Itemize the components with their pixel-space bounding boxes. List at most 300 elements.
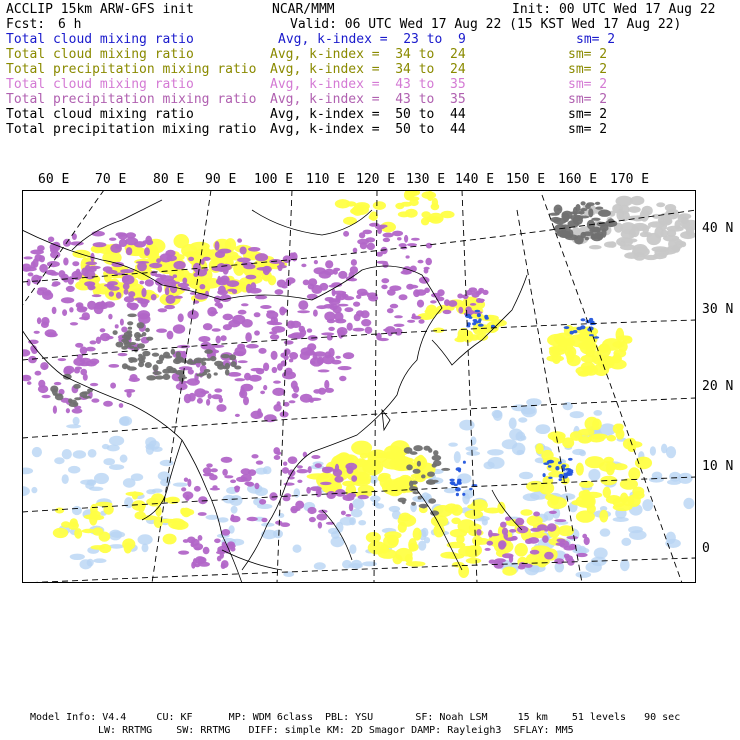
cloud-gray (426, 479, 436, 484)
cloud-lightblue (68, 466, 80, 474)
cloud-lightblue (138, 534, 153, 545)
cloud-purple (335, 356, 340, 359)
forecast-hours: 6 h (58, 17, 82, 32)
lon-label-5: 110 E (306, 172, 346, 187)
cloud-gray (146, 337, 153, 341)
cloud-blue (564, 326, 570, 329)
cloud-yellow (422, 191, 437, 199)
cloud-lightblue (229, 495, 242, 506)
cloud-purple (283, 462, 287, 466)
cloud-lightgray (665, 204, 676, 212)
cloud-gray (432, 455, 442, 461)
cloud-lightblue (131, 473, 143, 481)
cloud-purple (415, 289, 426, 296)
cloud-purple (100, 328, 106, 332)
cloud-yellow (335, 199, 351, 208)
cloud-purple (338, 271, 347, 279)
cloud-blue (450, 481, 456, 485)
cloud-purple (485, 548, 491, 551)
cloud-lightblue (370, 495, 381, 502)
cloud-yellow (151, 493, 165, 504)
cloud-lightblue (444, 488, 457, 493)
cloud-yellow (401, 202, 413, 207)
cloud-lightblue (120, 416, 132, 426)
cloud-purple (289, 352, 298, 360)
field-sm-5: sm= 2 (568, 107, 608, 122)
cloud-purple (426, 243, 432, 249)
cloud-purple (358, 495, 369, 499)
cloud-yellow (404, 190, 415, 201)
cloud-purple (109, 291, 114, 296)
cloud-lightblue (273, 530, 283, 539)
cloud-purple (533, 512, 540, 517)
cloud-purple (288, 456, 298, 464)
cloud-yellow (159, 519, 177, 523)
cloud-purple (322, 467, 333, 471)
cloud-yellow (421, 217, 429, 225)
cloud-yellow (465, 510, 484, 519)
cloud-lightblue (502, 439, 518, 449)
cloud-purple (28, 340, 39, 345)
cloud-gray (141, 355, 145, 360)
cloud-purple (141, 288, 146, 297)
cloud-gray (128, 357, 137, 360)
cloud-purple (170, 285, 177, 293)
cloud-yellow (597, 356, 615, 367)
cloud-gray (411, 502, 416, 506)
cloud-gray (68, 398, 72, 403)
cloud-purple (331, 360, 342, 365)
cloud-purple (279, 307, 286, 316)
cloud-purple (198, 496, 207, 504)
cloud-lightblue (512, 404, 527, 411)
cloud-purple (197, 398, 203, 404)
lon-label-11: 170 E (610, 172, 650, 187)
cloud-purple (241, 384, 254, 392)
cloud-purple (293, 394, 298, 397)
cloud-purple (270, 322, 283, 325)
cloud-purple (85, 261, 97, 265)
cloud-purple (273, 381, 281, 384)
cloud-lightblue (66, 424, 81, 428)
cloud-lightblue (579, 450, 586, 456)
cloud-lightblue (349, 544, 356, 554)
cloud-purple (314, 351, 326, 357)
organization-label: NCAR/MMM (272, 2, 335, 17)
cloud-purple (537, 524, 547, 530)
cloud-purple (198, 336, 210, 342)
cloud-purple (542, 535, 549, 543)
cloud-yellow (585, 456, 605, 468)
cloud-yellow (405, 209, 418, 218)
cloud-yellow (515, 543, 528, 557)
cloud-purple (234, 486, 239, 493)
cloud-purple (90, 340, 97, 344)
cloud-purple (308, 284, 314, 290)
cloud-purple (203, 547, 210, 555)
cloud-purple (367, 243, 375, 250)
cloud-gray (585, 237, 589, 241)
cloud-lightblue (642, 499, 653, 511)
cloud-gray (168, 368, 177, 374)
cloud-blue (457, 479, 461, 482)
cloud-lightblue (667, 480, 681, 485)
cloud-purple (173, 261, 185, 270)
cloud-purple (289, 400, 296, 403)
cloud-blue (566, 471, 573, 474)
cloud-purple (284, 340, 294, 344)
cloud-lightblue (160, 460, 174, 466)
cloud-yellow (99, 544, 111, 553)
cloud-purple (258, 348, 266, 354)
cloud-lightgray (654, 248, 669, 257)
cloud-gray (53, 393, 63, 396)
cloud-purple (275, 289, 284, 295)
cloud-gray (427, 472, 435, 477)
cloud-gray (127, 314, 137, 318)
cloud-purple (140, 299, 148, 308)
cloud-purple (377, 261, 388, 264)
cloud-purple (61, 297, 74, 303)
cloud-purple (58, 358, 66, 361)
cloud-purple (40, 362, 48, 370)
lon-label-8: 140 E (455, 172, 495, 187)
cloud-purple (297, 469, 309, 473)
cloud-purple (235, 414, 240, 417)
cloud-lightblue (85, 483, 94, 489)
cloud-purple (257, 267, 270, 271)
cloud-purple (221, 529, 230, 536)
cloud-gray (398, 498, 407, 503)
cloud-yellow (74, 528, 82, 539)
cloud-gray (433, 450, 438, 456)
cloud-purple (49, 272, 59, 276)
cloud-purple (297, 465, 303, 468)
cloud-purple (270, 334, 279, 340)
cloud-purple (178, 283, 190, 288)
cloud-yellow (378, 475, 388, 482)
cloud-blue (474, 310, 480, 313)
cloud-purple (92, 294, 102, 297)
cloud-purple (251, 368, 264, 372)
cloud-blue (485, 317, 489, 320)
cloud-purple (248, 247, 260, 252)
cloud-gray (73, 384, 81, 389)
cloud-purple (353, 248, 358, 253)
cloud-purple (276, 451, 282, 455)
cloud-yellow (174, 234, 190, 248)
cloud-yellow (352, 206, 364, 216)
cloud-gray (573, 216, 583, 225)
cloud-gray (409, 486, 418, 491)
cloud-purple (315, 463, 322, 468)
cloud-purple (223, 324, 232, 330)
cloud-gray (573, 207, 578, 216)
cloud-blue (543, 473, 546, 477)
cloud-lightgray (666, 218, 672, 225)
cloud-purple (178, 313, 184, 322)
cloud-purple (554, 558, 564, 564)
cloud-purple (28, 272, 34, 276)
cloud-yellow (103, 504, 113, 514)
cloud-purple (325, 260, 333, 268)
cloud-purple (308, 466, 312, 473)
cloud-purple (244, 482, 253, 486)
cloud-blue (462, 493, 465, 496)
cloud-lightgray (666, 226, 683, 232)
cloud-purple (255, 253, 268, 261)
cloud-gray (207, 373, 212, 379)
cloud-purple (84, 270, 95, 280)
cloud-gray (137, 343, 145, 349)
cloud-lightblue (482, 519, 488, 526)
cloud-purple (115, 245, 121, 249)
cloud-purple (223, 314, 234, 321)
cloud-purple (306, 487, 311, 494)
cloud-purple (37, 317, 41, 324)
cloud-purple (377, 227, 382, 234)
cloud-purple (145, 236, 152, 245)
cloud-gray (210, 356, 216, 361)
cloud-yellow (122, 538, 135, 550)
cloud-yellow (428, 213, 443, 224)
cloud-gray (145, 328, 150, 332)
cloud-purple (158, 308, 168, 312)
cloud-gray (589, 227, 600, 232)
cloud-blue (457, 482, 462, 485)
cloud-lightblue (109, 464, 124, 470)
cloud-purple (261, 518, 267, 523)
cloud-gray (595, 207, 603, 210)
cloud-lightgray (654, 227, 663, 239)
cloud-purple (313, 389, 321, 394)
cloud-purple (530, 550, 540, 555)
cloud-purple (246, 344, 259, 349)
cloud-purple (184, 394, 192, 403)
cloud-purple (310, 486, 322, 491)
cloud-purple (357, 289, 368, 296)
cloud-purple (240, 247, 247, 255)
cloud-purple (260, 391, 265, 395)
cloud-lightgray (648, 221, 665, 227)
cloud-lightblue (73, 450, 86, 458)
cloud-purple (383, 238, 390, 242)
cloud-purple (309, 517, 316, 522)
cloud-lightgray (675, 241, 686, 245)
cloud-purple (218, 249, 232, 254)
cloud-lightblue (88, 449, 97, 458)
cloud-yellow (431, 203, 440, 210)
field-name-6: Total precipitation mixing ratio (6, 122, 257, 137)
cloud-purple (290, 506, 298, 513)
cloud-lightblue (509, 418, 517, 430)
cloud-purple (370, 296, 378, 299)
cloud-purple (298, 300, 308, 310)
cloud-purple (178, 551, 189, 555)
cloud-gray (417, 461, 421, 467)
cloud-purple (242, 319, 253, 328)
cloud-purple (188, 369, 194, 375)
cloud-yellow (467, 504, 482, 510)
cloud-purple (282, 286, 288, 289)
cloud-purple (334, 476, 343, 483)
cloud-gray (223, 366, 227, 369)
cloud-purple (566, 536, 578, 539)
cloud-purple (333, 469, 342, 477)
cloud-purple (156, 258, 161, 263)
cloud-purple (158, 285, 163, 293)
cloud-lightgray (619, 241, 625, 247)
cloud-yellow (457, 334, 464, 342)
cloud-yellow (82, 529, 96, 533)
cloud-purple (338, 366, 352, 370)
cloud-purple (257, 408, 262, 417)
cloud-purple (335, 319, 347, 324)
cloud-purple (37, 276, 43, 279)
cloud-purple (92, 231, 105, 237)
cloud-purple (38, 380, 45, 388)
cloud-lightblue (352, 498, 364, 509)
cloud-purple (254, 483, 259, 489)
cloud-purple (411, 316, 421, 320)
cloud-purple (321, 332, 334, 335)
cloud-purple (554, 519, 566, 522)
cloud-purple (397, 237, 402, 240)
field-sm-3: sm= 2 (568, 77, 608, 92)
cloud-purple (425, 258, 432, 266)
cloud-yellow (373, 201, 386, 210)
cloud-gray (202, 372, 207, 376)
field-sm-4: sm= 2 (568, 92, 608, 107)
cloud-purple (108, 364, 119, 368)
field-avg-5: Avg, k-index = 50 to 44 (270, 107, 466, 122)
cloud-purple (283, 255, 292, 263)
cloud-purple (316, 513, 327, 520)
cloud-gray (125, 365, 130, 368)
cloud-purple (363, 230, 373, 235)
cloud-purple (487, 541, 494, 546)
cloud-purple (332, 289, 336, 297)
cloud-purple (238, 310, 247, 315)
cloud-lightblue (231, 506, 238, 514)
cloud-purple (280, 411, 289, 417)
lon-label-3: 90 E (205, 172, 237, 187)
cloud-purple (418, 319, 424, 324)
cloud-purple (269, 331, 277, 334)
cloud-purple (137, 262, 147, 272)
cloud-yellow (190, 242, 210, 251)
cloud-gray (441, 468, 450, 471)
cloud-purple (387, 308, 394, 313)
cloud-purple (246, 275, 257, 280)
cloud-purple (221, 335, 227, 341)
field-avg-3: Avg, k-index = 43 to 35 (270, 77, 466, 92)
cloud-purple (201, 259, 205, 265)
cloud-yellow (458, 519, 476, 533)
cloud-yellow (582, 494, 596, 508)
cloud-yellow (557, 343, 567, 351)
cloud-purple (66, 408, 70, 413)
cloud-purple (125, 237, 138, 245)
lon-label-7: 130 E (406, 172, 446, 187)
cloud-purple (221, 457, 233, 463)
cloud-lightblue (31, 487, 37, 493)
cloud-purple (286, 277, 296, 284)
cloud-gray (585, 204, 591, 209)
cloud-yellow (89, 513, 97, 526)
cloud-lightblue (314, 562, 326, 570)
cloud-lightblue (70, 554, 85, 560)
cloud-lightblue (519, 472, 533, 480)
lon-label-6: 120 E (356, 172, 396, 187)
cloud-lightblue (448, 443, 458, 447)
cloud-yellow (138, 501, 145, 513)
cloud-lightblue (418, 541, 426, 551)
cloud-purple (471, 292, 479, 298)
cloud-gray (406, 464, 413, 470)
lat-label-0: 40 N (702, 221, 734, 236)
cloud-yellow (597, 344, 611, 357)
cloud-lightblue (487, 457, 504, 469)
cloud-purple (27, 279, 31, 286)
cloud-purple (241, 303, 249, 306)
cloud-purple (222, 469, 228, 476)
cloud-lightblue (487, 449, 504, 455)
cloud-gray (146, 375, 156, 380)
cloud-purple (424, 267, 430, 270)
cloud-gray (145, 362, 152, 368)
cloud-gray (69, 403, 79, 407)
cloud-purple (47, 261, 60, 267)
cloud-blue (474, 321, 479, 324)
cloud-purple (119, 403, 124, 408)
cloud-purple (124, 289, 129, 295)
cloud-gray (74, 397, 81, 400)
cloud-purple (62, 309, 67, 316)
cloud-purple (238, 360, 248, 363)
cloud-purple (124, 389, 135, 393)
cloud-purple (308, 398, 321, 401)
cloud-lightblue (109, 530, 122, 541)
cloud-yellow (413, 528, 422, 541)
cloud-yellow (576, 463, 584, 476)
cloud-purple (381, 278, 389, 283)
cloud-gray (413, 445, 423, 451)
cloud-gray (194, 358, 204, 364)
cloud-purple (126, 247, 132, 255)
cloud-purple (216, 404, 226, 412)
field-sm-6: sm= 2 (568, 122, 608, 137)
cloud-purple (183, 491, 194, 499)
cloud-yellow (180, 509, 194, 516)
cloud-gray (418, 496, 422, 500)
cloud-blue (455, 487, 461, 491)
map-canvas (22, 190, 696, 583)
cloud-purple (109, 238, 116, 241)
cloud-yellow (581, 362, 595, 372)
cloud-gray (409, 481, 413, 488)
cloud-purple (310, 361, 315, 365)
cloud-purple (90, 383, 98, 386)
cloud-lightblue (570, 411, 584, 418)
cloud-purple (259, 499, 266, 505)
cloud-purple (284, 493, 291, 498)
cloud-gray (127, 321, 133, 325)
cloud-lightblue (103, 458, 115, 465)
lon-label-1: 70 E (95, 172, 127, 187)
cloud-blue (581, 318, 586, 321)
field-avg-2: Avg, k-index = 34 to 24 (270, 62, 466, 77)
